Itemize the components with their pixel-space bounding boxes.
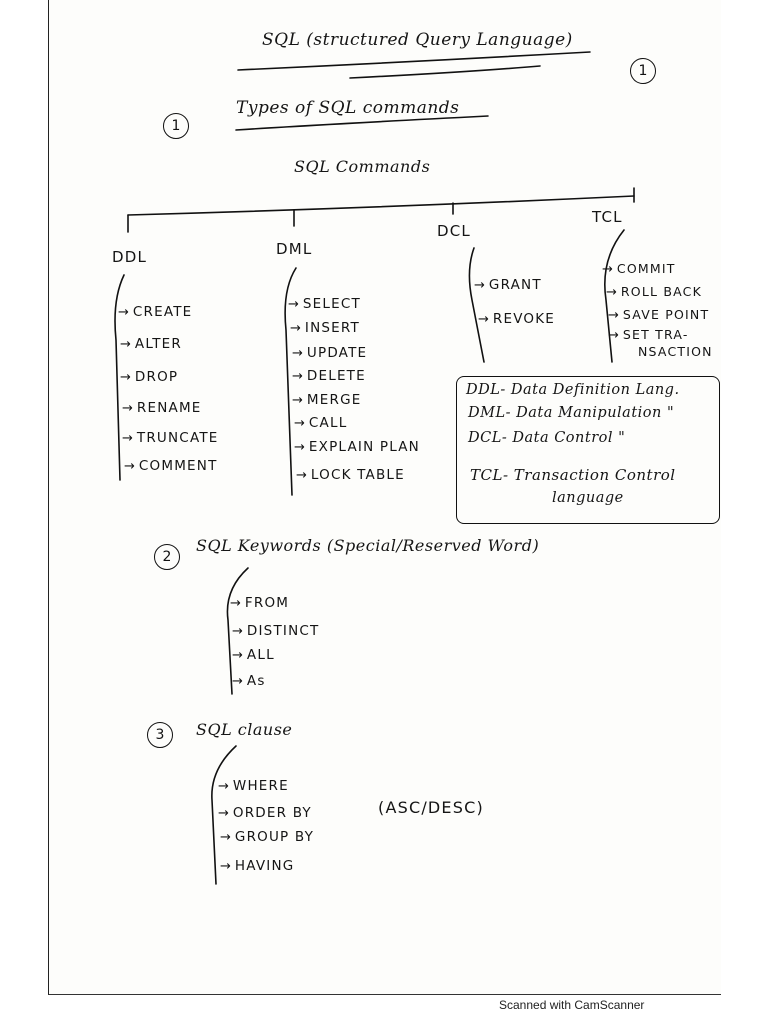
dml-item: → LOCK TABLE [296, 467, 405, 483]
keyword-item: → DISTINCT [232, 623, 319, 639]
dml-item: → CALL [294, 415, 347, 431]
tree-root-label: SQL Commands [294, 157, 431, 176]
dcl-label: DCL [437, 222, 471, 240]
ddl-item: → RENAME [122, 400, 202, 416]
dml-item: → MERGE [292, 392, 361, 408]
tcl-label: TCL [592, 208, 623, 226]
dml-label: DML [276, 240, 313, 258]
legend-line: DML- Data Manipulation " [468, 405, 675, 421]
section3-title: SQL clause [196, 720, 293, 739]
ddl-item: → COMMENT [124, 458, 218, 474]
section1-number: 1 [163, 113, 189, 139]
dml-item: → INSERT [290, 320, 360, 336]
clause-item: → ORDER BY [218, 805, 312, 821]
ddl-label: DDL [112, 248, 148, 266]
page-title: SQL (structured Query Language) [262, 30, 573, 50]
keyword-item: → ALL [232, 647, 275, 663]
legend-line: TCL- Transaction Control [470, 466, 676, 484]
section2-number: 2 [154, 544, 180, 570]
legend-line: language [552, 490, 624, 506]
clause-item: → WHERE [218, 778, 289, 794]
section2-title: SQL Keywords (Special/Reserved Word) [196, 536, 540, 555]
keyword-item: → FROM [230, 595, 289, 611]
tcl-item: → ROLL BACK [606, 284, 702, 300]
clause-item: → GROUP BY [220, 829, 314, 845]
legend-line: DCL- Data Control " [468, 430, 626, 446]
tcl-item: → COMMIT [602, 261, 676, 277]
dml-item: → EXPLAIN PLAN [294, 439, 420, 455]
section3-number: 3 [147, 722, 173, 748]
dcl-item: → GRANT [474, 277, 542, 293]
dml-item: → DELETE [292, 368, 366, 384]
tcl-item-continued: NSACTION [638, 344, 713, 359]
page-number: 1 [630, 58, 656, 84]
section1-title: Types of SQL commands [236, 98, 460, 118]
scanner-watermark: Scanned with CamScanner [499, 998, 645, 1012]
ddl-item: → CREATE [118, 304, 192, 320]
dml-item: → SELECT [288, 296, 361, 312]
clause-item: → HAVING [220, 858, 294, 874]
ddl-item: → DROP [120, 369, 178, 385]
tcl-item: → SET TRA- [608, 327, 689, 343]
ddl-item: → TRUNCATE [122, 430, 219, 446]
tcl-item: → SAVE POINT [608, 307, 709, 323]
dml-item: → UPDATE [292, 345, 367, 361]
ddl-item: → ALTER [120, 336, 182, 352]
keyword-item: → As [232, 673, 266, 689]
dcl-item: → REVOKE [478, 311, 555, 327]
order-by-note: (ASC/DESC) [378, 798, 484, 817]
legend-line: DDL- Data Definition Lang. [466, 382, 680, 398]
